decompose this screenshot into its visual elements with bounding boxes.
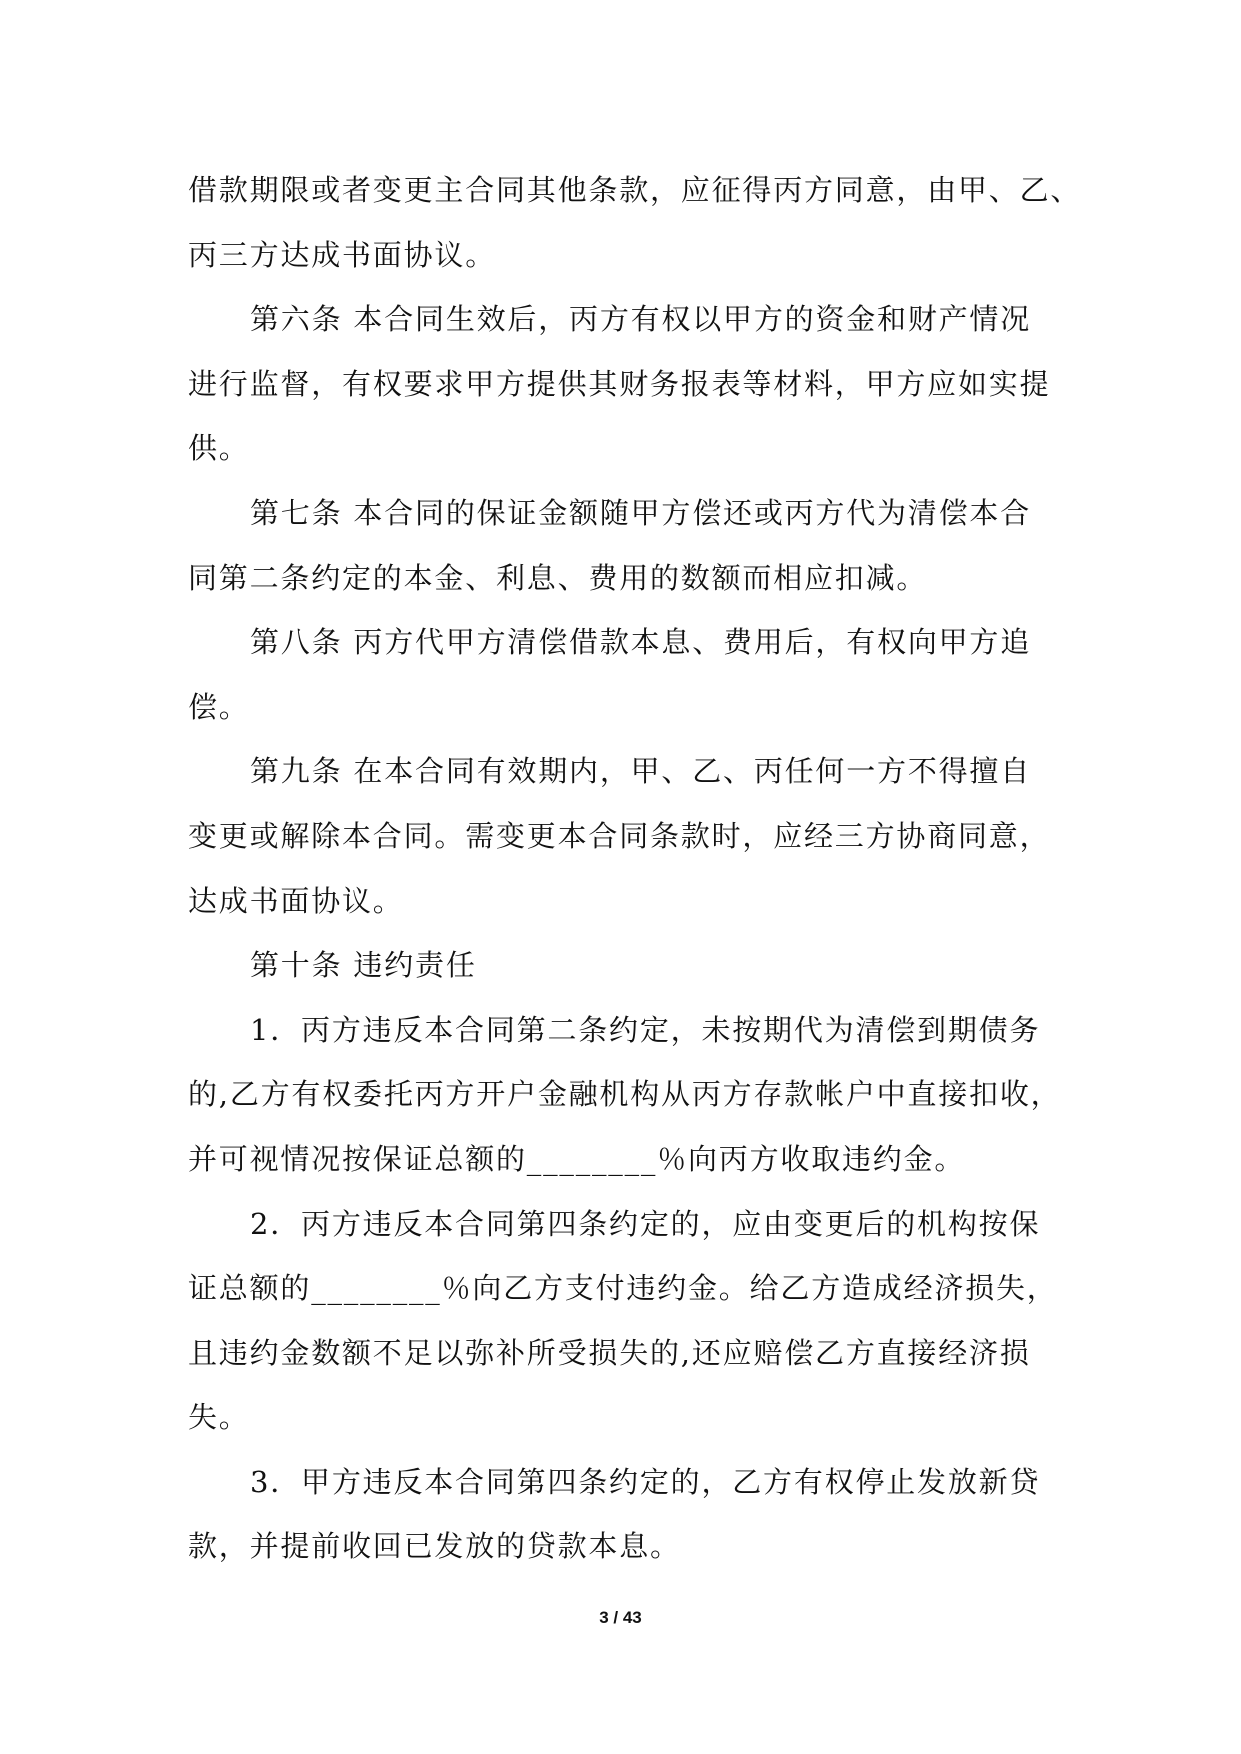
text-line: 第十条 违约责任: [250, 948, 477, 983]
article-10-heading: [188, 933, 1148, 998]
text-line: 第八条 丙方代甲方清偿借款本息、费用后，有权向甲方追: [250, 625, 1032, 660]
text-line: 第六条 本合同生效后，丙方有权以甲方的资金和财产情况: [250, 302, 1032, 337]
text-line: 1．丙方违反本合同第二条约定，未按期代为清偿到期债务: [250, 1012, 1041, 1047]
text-line: 达成书面协议。: [188, 883, 404, 918]
text-line: 借款期限或者变更主合同其他条款，应征得丙方同意，由甲、乙、: [188, 173, 1082, 207]
text-line: 的,乙方有权委托丙方开户金融机构从丙方存款帐户中直接扣收，: [188, 1077, 1062, 1112]
text-line: 供。: [188, 431, 250, 466]
text-line: 偿。: [188, 689, 250, 724]
text-line: 款，并提前收回已发放的贷款本息。: [188, 1529, 681, 1564]
article-9-paragraph: [188, 739, 1148, 933]
text-line: 2．丙方违反本合同第四条约定的，应由变更后的机构按保: [250, 1206, 1041, 1241]
text-line: 第七条 本合同的保证金额随甲方偿还或丙方代为清偿本合: [250, 495, 1032, 530]
text-line: 变更或解除本合同。需变更本合同条款时，应经三方协商同意，: [188, 818, 1051, 853]
article-6-paragraph: [188, 287, 1148, 481]
text-line: 进行监督，有权要求甲方提供其财务报表等材料，甲方应如实提: [188, 366, 1051, 401]
article-7-paragraph: [188, 481, 1148, 610]
text-line: 同第二条约定的本金、利息、费用的数额而相应扣减。: [188, 560, 928, 595]
breach-clause-2: [188, 1192, 1148, 1450]
page-number: 3 / 43: [599, 1608, 642, 1627]
text-line: 并可视情况按保证总额的________％向丙方收取违约金。: [188, 1141, 966, 1176]
continued-paragraph: [188, 158, 1148, 287]
document-body: [188, 158, 1148, 1579]
text-line: 证总额的________％向乙方支付违约金。给乙方造成经济损失，: [188, 1271, 1058, 1306]
article-8-paragraph: [188, 610, 1148, 739]
text-line: 失。: [188, 1400, 250, 1435]
text-line: 3．甲方违反本合同第四条约定的，乙方有权停止发放新贷: [250, 1464, 1041, 1499]
text-line: 第九条 在本合同有效期内，甲、乙、丙任何一方不得擅自: [250, 754, 1032, 789]
text-line: 且违约金数额不足以弥补所受损失的,还应赔偿乙方直接经济损: [188, 1335, 1031, 1370]
breach-clause-3: [188, 1450, 1148, 1579]
breach-clause-1: [188, 998, 1148, 1192]
text-line: 丙三方达成书面协议。: [188, 237, 497, 272]
